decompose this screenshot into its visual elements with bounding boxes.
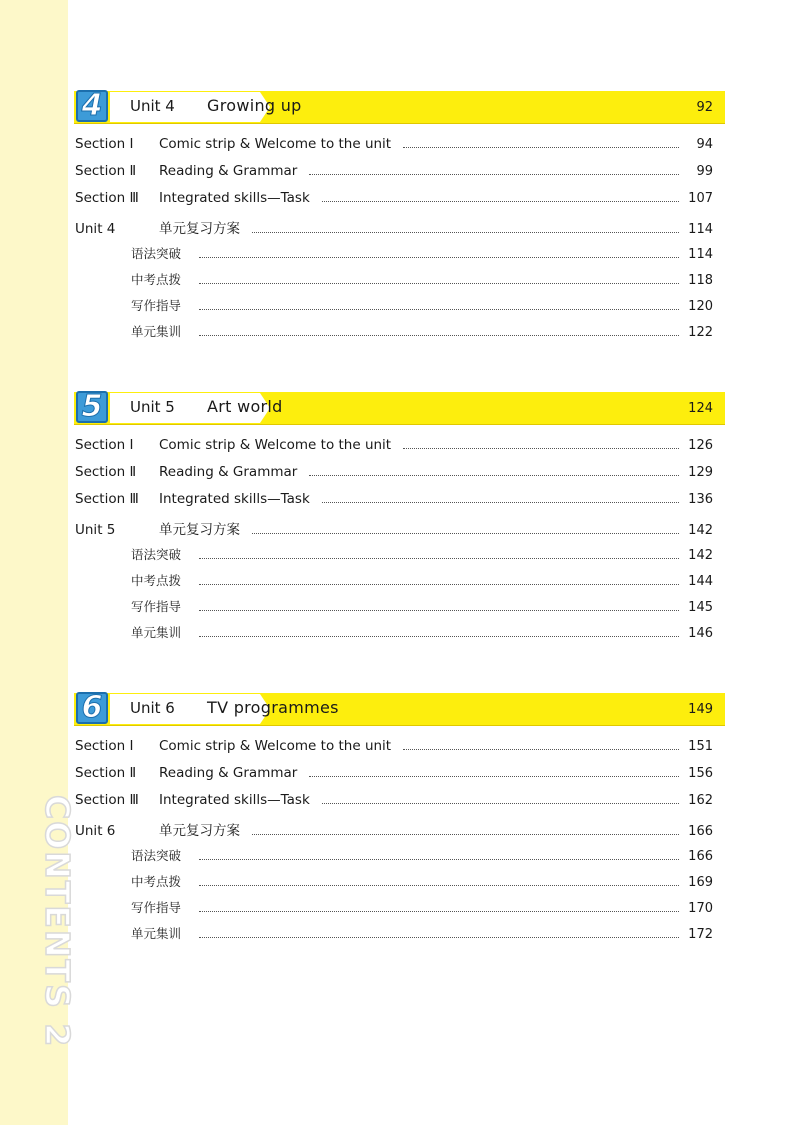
entry-title: Reading & Grammar	[159, 163, 298, 179]
toc-entry[interactable]	[75, 217, 713, 244]
dot-leader	[199, 557, 679, 559]
unit-page-number: 149	[688, 702, 713, 717]
toc-subentry[interactable]	[131, 296, 713, 322]
unit-title: Growing up	[207, 96, 302, 115]
entry-page: 114	[688, 222, 713, 237]
unit-number-badge	[76, 90, 108, 122]
entry-page: 166	[688, 824, 713, 839]
dot-leader	[252, 231, 679, 233]
side-strip	[0, 0, 77, 1125]
subentry-title: 语法突破	[131, 547, 182, 562]
unit-block-5	[74, 389, 725, 649]
entry-page: 136	[688, 492, 713, 507]
toc-entry[interactable]	[75, 491, 713, 518]
toc-entry[interactable]	[75, 765, 713, 792]
subentry-title: 写作指导	[131, 900, 182, 915]
dot-leader	[199, 858, 679, 860]
dot-leader	[199, 910, 679, 912]
entry-label: Section Ⅲ	[75, 190, 139, 206]
entry-title: Comic strip & Welcome to the unit	[159, 136, 392, 152]
subentry-title: 单元集训	[131, 625, 182, 640]
subentry-page: 170	[688, 901, 713, 916]
dot-leader	[322, 200, 679, 202]
subentry-page: 169	[688, 875, 713, 890]
entry-label: Section Ⅰ	[75, 738, 134, 754]
dot-leader	[403, 146, 679, 148]
contents-side-label: CONTENTS 2	[38, 795, 77, 1049]
entry-label: Section Ⅲ	[75, 792, 139, 808]
entry-title: 单元复习方案	[159, 823, 240, 839]
subentry-page: 142	[688, 548, 713, 563]
entry-title: Comic strip & Welcome to the unit	[159, 738, 392, 754]
entry-page: 107	[688, 191, 713, 206]
entry-title: Integrated skills—Task	[159, 190, 310, 206]
unit-number: 5	[81, 389, 103, 424]
dot-leader	[199, 609, 679, 611]
unit-title: TV programmes	[207, 698, 339, 717]
entry-page: 162	[688, 793, 713, 808]
entry-title: Comic strip & Welcome to the unit	[159, 437, 392, 453]
entry-label: Section Ⅱ	[75, 163, 137, 179]
subentry-page: 172	[688, 927, 713, 942]
toc-subentry[interactable]	[131, 597, 713, 623]
toc-entry[interactable]	[75, 738, 713, 765]
dot-leader	[322, 802, 679, 804]
subentry-page: 120	[688, 299, 713, 314]
unit-number-badge	[76, 692, 108, 724]
unit-block-4	[74, 88, 725, 348]
entry-label: Section Ⅱ	[75, 464, 137, 480]
subentry-title: 中考点拨	[131, 272, 182, 287]
subentry-title: 中考点拨	[131, 573, 182, 588]
dot-leader	[199, 282, 679, 284]
toc-subentry[interactable]	[131, 872, 713, 898]
toc-entry[interactable]	[75, 190, 713, 217]
unit-header[interactable]	[74, 690, 725, 726]
entry-page: 129	[688, 465, 713, 480]
entry-title: Reading & Grammar	[159, 464, 298, 480]
dot-leader	[199, 334, 679, 336]
subentry-title: 语法突破	[131, 246, 182, 261]
dot-leader	[252, 833, 679, 835]
subentry-page: 114	[688, 247, 713, 262]
toc-subentry[interactable]	[131, 571, 713, 597]
unit-number-badge	[76, 391, 108, 423]
unit-header[interactable]	[74, 389, 725, 425]
subentry-page: 144	[688, 574, 713, 589]
subentry-title: 写作指导	[131, 599, 182, 614]
entry-label: Section Ⅰ	[75, 136, 134, 152]
dot-leader	[403, 748, 679, 750]
dot-leader	[199, 308, 679, 310]
toc-subentry[interactable]	[131, 924, 713, 950]
toc-list	[75, 437, 713, 649]
entry-title: Reading & Grammar	[159, 765, 298, 781]
toc-entry[interactable]	[75, 163, 713, 190]
subentry-page: 122	[688, 325, 713, 340]
unit-label: Unit 6	[130, 699, 175, 717]
toc-entry[interactable]	[75, 464, 713, 491]
unit-page-number: 92	[696, 100, 713, 115]
unit-header[interactable]	[74, 88, 725, 124]
entry-page: 142	[688, 523, 713, 538]
entry-title: Integrated skills—Task	[159, 792, 310, 808]
entry-page: 156	[688, 766, 713, 781]
dot-leader	[199, 583, 679, 585]
entry-title: 单元复习方案	[159, 522, 240, 538]
subentry-page: 145	[688, 600, 713, 615]
toc-list	[75, 738, 713, 950]
unit-title: Art world	[207, 397, 283, 416]
subentry-title: 语法突破	[131, 848, 182, 863]
toc-entry[interactable]	[75, 136, 713, 163]
entry-page: 94	[696, 137, 713, 152]
unit-number: 4	[81, 88, 103, 123]
entry-label: Section Ⅱ	[75, 765, 137, 781]
dot-leader	[199, 884, 679, 886]
entry-page: 151	[688, 739, 713, 754]
dot-leader	[199, 256, 679, 258]
dot-leader	[309, 173, 679, 175]
dot-leader	[322, 501, 679, 503]
subentry-title: 单元集训	[131, 926, 182, 941]
dot-leader	[309, 474, 679, 476]
entry-label: Unit 5	[75, 522, 116, 538]
unit-label: Unit 4	[130, 97, 175, 115]
toc-subentry[interactable]	[131, 846, 713, 872]
subentry-page: 118	[688, 273, 713, 288]
toc-subentry[interactable]	[131, 623, 713, 649]
entry-page: 126	[688, 438, 713, 453]
dot-leader	[199, 936, 679, 938]
entry-label: Section Ⅰ	[75, 437, 134, 453]
unit-block-6	[74, 690, 725, 950]
subentry-page: 146	[688, 626, 713, 641]
toc-list	[75, 136, 713, 348]
toc-subentry[interactable]	[131, 545, 713, 571]
toc-subentry[interactable]	[131, 244, 713, 270]
unit-number: 6	[81, 690, 103, 725]
toc-entry[interactable]	[75, 819, 713, 846]
subentry-page: 166	[688, 849, 713, 864]
entry-label: Unit 4	[75, 221, 116, 237]
toc-entry[interactable]	[75, 792, 713, 819]
entry-title: Integrated skills—Task	[159, 491, 310, 507]
toc-entry[interactable]	[75, 518, 713, 545]
dot-leader	[252, 532, 679, 534]
entry-label: Unit 6	[75, 823, 116, 839]
dot-leader	[309, 775, 679, 777]
subentry-title: 单元集训	[131, 324, 182, 339]
entry-page: 99	[696, 164, 713, 179]
toc-subentry[interactable]	[131, 270, 713, 296]
entry-title: 单元复习方案	[159, 221, 240, 237]
toc-subentry[interactable]	[131, 898, 713, 924]
toc-entry[interactable]	[75, 437, 713, 464]
unit-page-number: 124	[688, 401, 713, 416]
subentry-title: 写作指导	[131, 298, 182, 313]
toc-subentry[interactable]	[131, 322, 713, 348]
dot-leader	[199, 635, 679, 637]
entry-label: Section Ⅲ	[75, 491, 139, 507]
unit-label: Unit 5	[130, 398, 175, 416]
subentry-title: 中考点拨	[131, 874, 182, 889]
dot-leader	[403, 447, 679, 449]
